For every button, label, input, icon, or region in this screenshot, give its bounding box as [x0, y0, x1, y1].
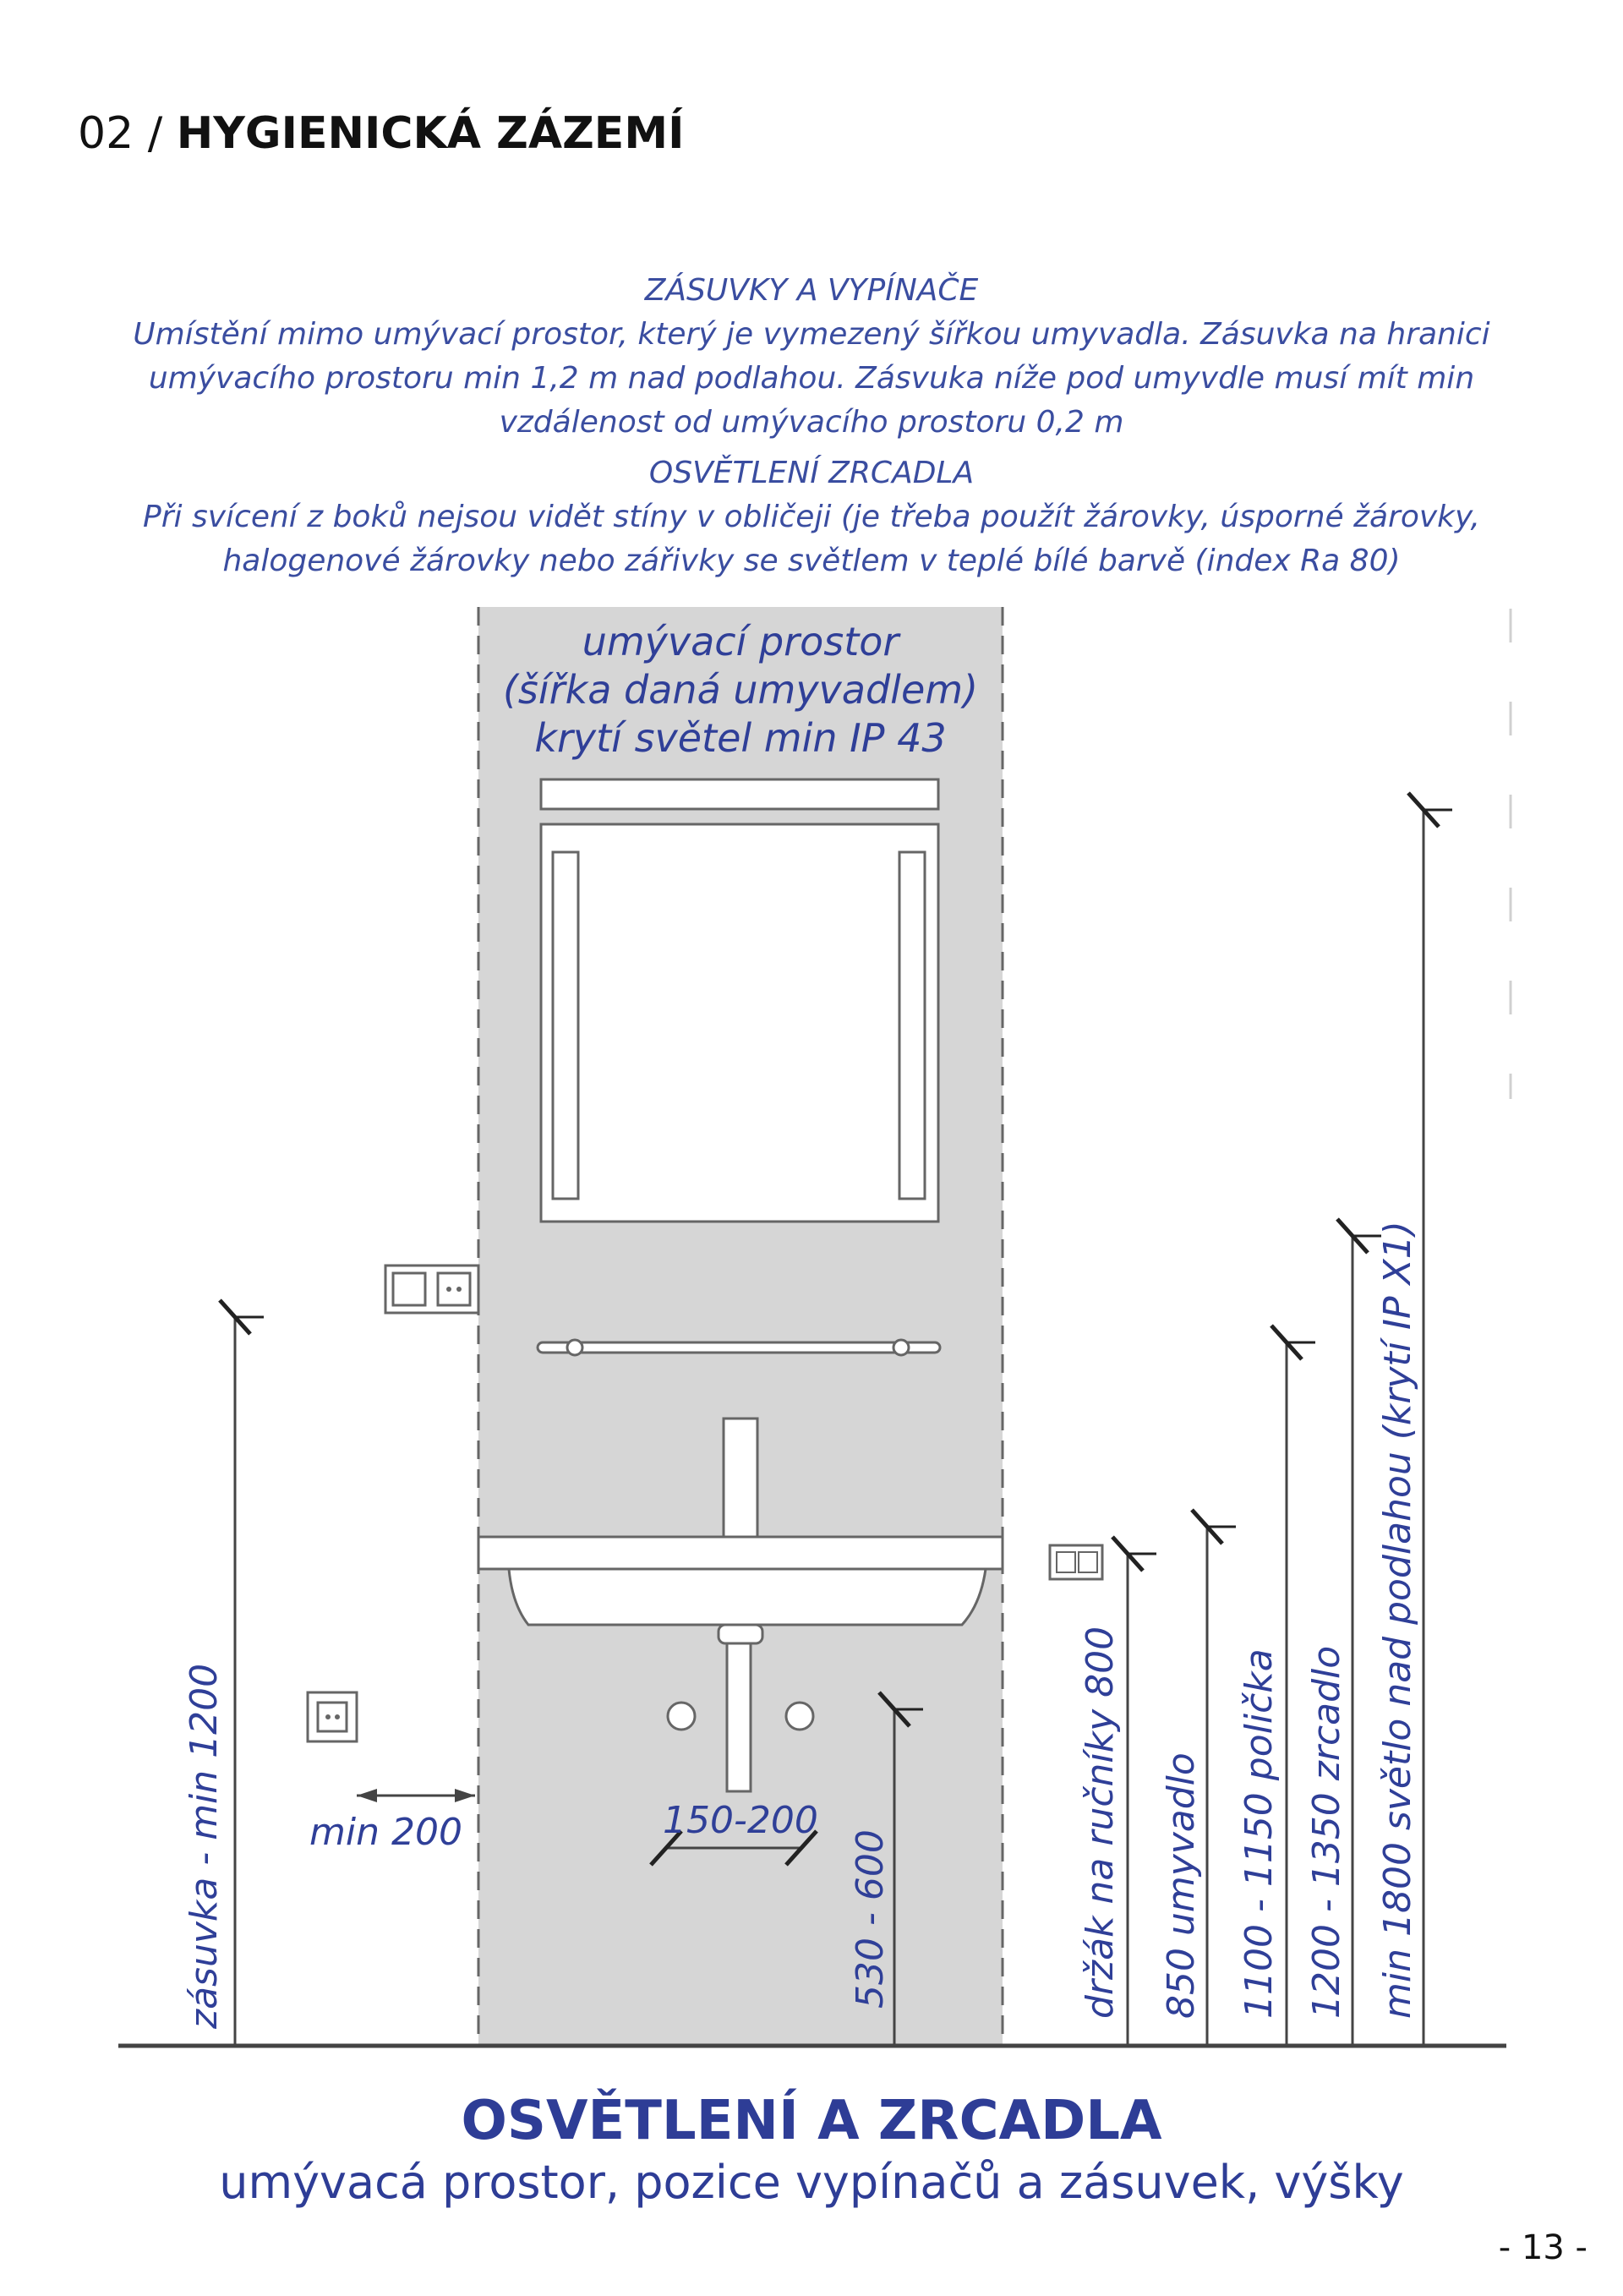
pipe-outlet-left: [668, 1703, 695, 1730]
socket-right-inner-1: [1057, 1552, 1075, 1572]
washbasin-bowl: [509, 1569, 986, 1625]
socket-icon: [438, 1273, 470, 1305]
shelf: [538, 1342, 940, 1353]
label-socket-height: zásuvka - min 1200: [183, 1663, 226, 2029]
siphon-pipe: [727, 1643, 751, 1791]
sockets-text: Umístění mimo umývací prostor, který je vymezený šířkou umyvadla. Zásuvka na hranici umývacího prostoru min 1,2 m nad podlahou. Zásvuka níže pod umyvdle musí mít min vzdálenost od umývacího prostoru 0,2 m: [133, 317, 1490, 440]
washbasin-top: [478, 1537, 1003, 1569]
washing-area-label-2: (šířka daná umyvadlem): [502, 667, 979, 713]
label-shelf: 1100 - 1150 polička: [1238, 1648, 1281, 2019]
label-tap-spacing: 150-200: [663, 1799, 818, 1842]
figure-title: OSVĚTLENÍ A ZRCADLA: [461, 2090, 1162, 2152]
mirror-light-bar: [541, 779, 938, 809]
arrow-right: [455, 1789, 475, 1802]
mirror-side-light-left: [553, 852, 578, 1199]
socket-pin: [456, 1287, 462, 1292]
label-washbasin: 850 umyvadlo: [1160, 1752, 1203, 2019]
mirror-text: Při svícení z boků nejsou vidět stíny v obličeji (je třeba použít žárovky, úsporné žárovky, halogenové žárovky nebo zářivky se světlem v teplé bílé barvě (index Ra 80): [143, 500, 1480, 578]
shelf-bracket-left: [567, 1340, 582, 1355]
label-siphon-height: 530 - 600: [849, 1829, 892, 2009]
mirror: [541, 824, 938, 1222]
arrow-left: [357, 1789, 377, 1802]
sockets-heading: ZÁSUVKY A VYPÍNAČE: [644, 273, 979, 308]
washing-area-label-1: umývací prostor: [582, 619, 899, 664]
mirror-heading: OSVĚTLENÍ ZRCADLA: [648, 456, 975, 490]
low-socket-inner: [318, 1703, 347, 1731]
switch-icon: [393, 1273, 425, 1305]
socket-pin: [446, 1287, 451, 1292]
mirror-side-light-right: [899, 852, 925, 1199]
washing-area-label-3: krytí světel min IP 43: [534, 715, 947, 761]
socket-right-inner-2: [1079, 1552, 1097, 1572]
figure-subtitle: umývacá prostor, pozice vypínačů a zásuvek, výšky: [219, 2156, 1404, 2209]
socket-pin: [325, 1714, 331, 1719]
socket-pin: [335, 1714, 340, 1719]
label-mirror: 1200 - 1350 zrcadlo: [1305, 1645, 1348, 2019]
section-number: 02 /: [78, 108, 163, 159]
label-towel-holder: držák na ručníky 800: [1079, 1626, 1122, 2019]
page-number: - 13 -: [1498, 2228, 1587, 2267]
faucet: [724, 1419, 757, 1537]
label-light: min 1800 světlo nad podlahou (krytí IP X1): [1376, 1221, 1419, 2019]
label-socket-offset: min 200: [309, 1811, 462, 1854]
section-title: HYGIENICKÁ ZÁZEMÍ: [176, 108, 685, 159]
shelf-bracket-right: [893, 1340, 909, 1355]
pipe-outlet-right: [786, 1703, 813, 1730]
siphon-top: [719, 1625, 762, 1643]
